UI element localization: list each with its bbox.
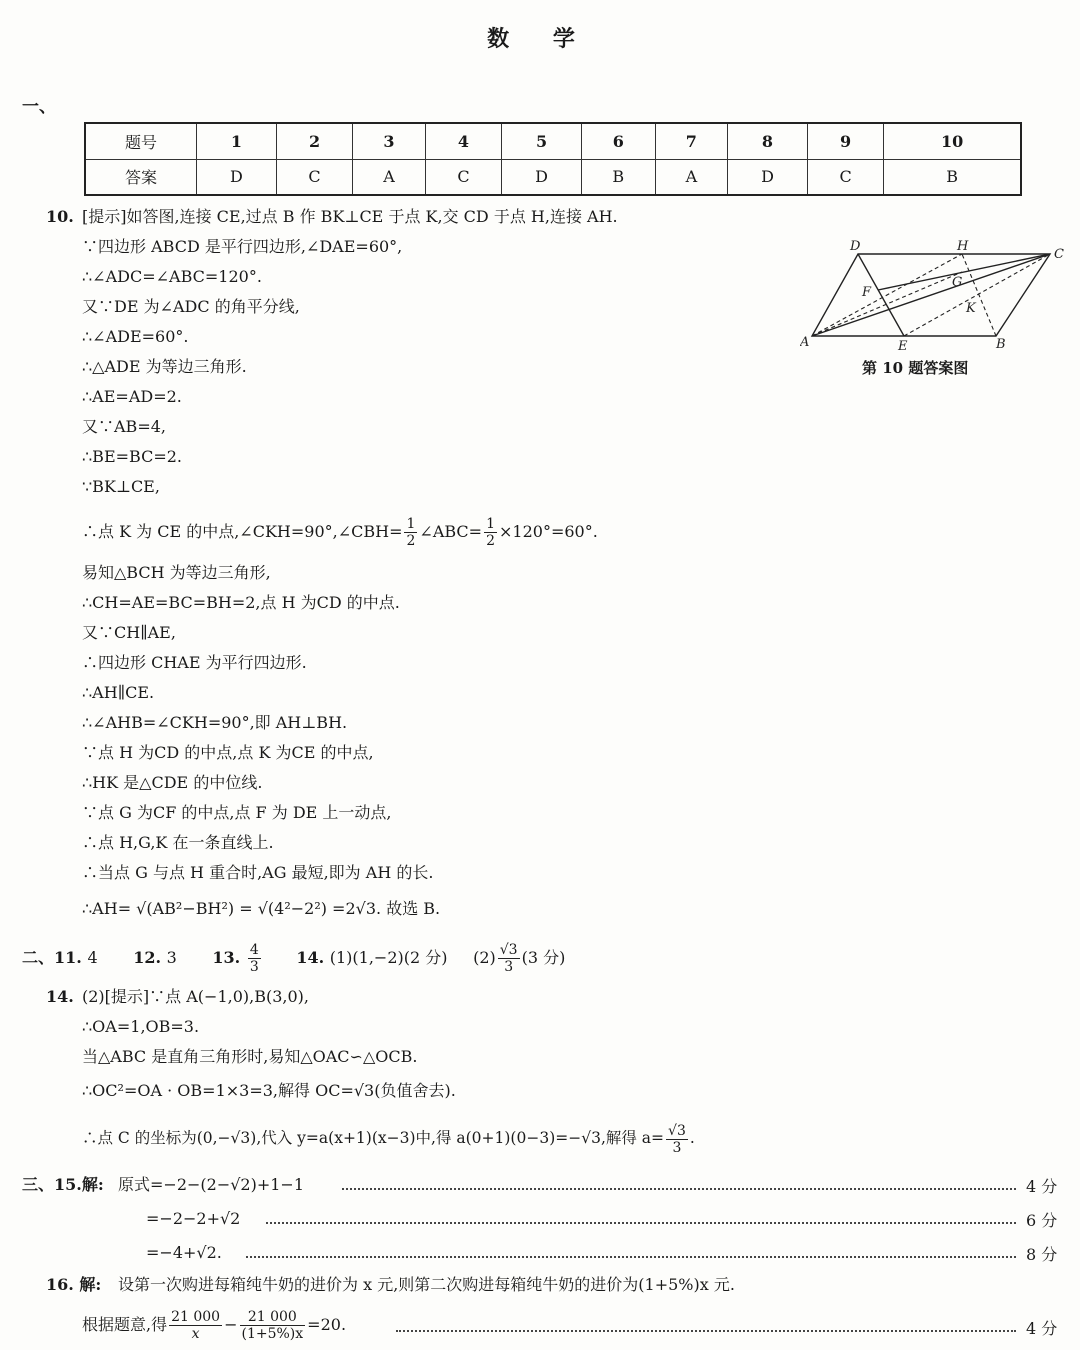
q15-line: =−2−2+√2	[146, 1209, 241, 1228]
dotted-leader	[266, 1222, 1016, 1224]
denominator: 3	[249, 959, 259, 975]
q10-line: ∴AH∥CE.	[82, 683, 155, 702]
q12-number: 12.	[133, 948, 162, 967]
section-3-q15-label	[22, 1174, 104, 1196]
table-cell: C	[276, 159, 352, 195]
table-cell: B	[581, 159, 655, 195]
text-segment: ∴点 K 为 CE 的中点,∠CKH=90°,∠CBH=	[82, 522, 403, 541]
label-a: A	[800, 335, 810, 350]
q13-number: 13.	[212, 948, 241, 967]
fraction	[484, 516, 497, 549]
label-f: F	[862, 285, 872, 300]
q10-fraction-line	[82, 512, 598, 552]
table-cell: 1	[197, 123, 277, 159]
q16-number: 16.	[46, 1275, 74, 1294]
fraction	[666, 1123, 688, 1156]
segment-ac	[812, 254, 1050, 336]
segment-ag-dashed	[812, 272, 962, 336]
answer-table	[84, 122, 1022, 196]
table-cell: 2	[276, 123, 352, 159]
figure-caption: 第 10 题答案图	[862, 359, 969, 377]
answer-row	[85, 159, 1021, 195]
q14-line: ∴OA=1,OB=3.	[82, 1017, 200, 1036]
score-label: 6 分	[1026, 1211, 1058, 1230]
fraction	[169, 1309, 222, 1342]
table-cell: D	[728, 159, 808, 195]
label-c: C	[1054, 247, 1064, 262]
q10-line: ∴∠ADE=60°.	[82, 327, 189, 346]
table-cell: D	[197, 159, 277, 195]
q14-answer-part1: (1)(1,−2)(2 分)	[329, 948, 448, 967]
q10-line: ∵BK⊥CE,	[82, 477, 160, 496]
q10-line: 又∵DE 为∠ADC 的角平分线,	[82, 297, 300, 316]
label-g: G	[952, 275, 963, 290]
q11-answer: 4	[87, 948, 98, 967]
table-cell: 6	[581, 123, 655, 159]
q12-answer: 3	[166, 948, 177, 967]
q10-line: ∴∠ADC=∠ABC=120°.	[82, 267, 262, 286]
q10-line: ∴BE=BC=2.	[82, 447, 182, 466]
segment-ce-dashed	[904, 254, 1050, 336]
numerator: √3	[668, 1122, 686, 1139]
numerator: 21 000	[171, 1309, 221, 1325]
numerator: 1	[486, 516, 495, 532]
q14-last-line	[82, 1118, 695, 1158]
denominator: (1+5%)x	[241, 1326, 304, 1342]
q14-answer-part2: (2)	[473, 948, 496, 967]
fraction	[240, 1309, 306, 1342]
numerator: 21 000	[240, 1309, 306, 1326]
text-segment: =20.	[307, 1315, 347, 1334]
table-cell: A	[655, 159, 727, 195]
q10-line: ∴点 H,G,K 在一条直线上.	[82, 833, 274, 852]
q16-line: 设第一次购进每箱纯牛奶的进价为 x 元,则第二次购进每箱纯牛奶的进价为(1+5%)x 元.	[118, 1275, 735, 1294]
table-cell: A	[353, 159, 425, 195]
table-cell: 3	[353, 123, 425, 159]
table-cell: C	[807, 159, 883, 195]
score-label: 8 分	[1026, 1245, 1058, 1264]
dotted-leader	[396, 1330, 1016, 1332]
q10-line: ∴AH= √(AB²−BH²) = √(4²−2²) =2√3. 故选 B.	[82, 899, 441, 918]
q15-number: 15.	[54, 1175, 82, 1194]
q10-line: 又∵CH∥AE,	[82, 623, 176, 642]
q14-line: (2)[提示]∵点 A(−1,0),B(3,0),	[82, 987, 309, 1006]
q14-number: 14.	[46, 987, 74, 1006]
q10-line: ∵点 H 为CD 的中点,点 K 为CE 的中点,	[82, 743, 374, 762]
section-2-answers	[22, 938, 565, 978]
question-number-row	[85, 123, 1021, 159]
q10-line: [提示]如答图,连接 CE,过点 B 作 BK⊥CE 于点 K,交 CD 于点 H,连接 AH.	[82, 207, 618, 226]
fraction	[404, 516, 417, 549]
numerator: 4	[249, 942, 259, 958]
denominator: 3	[672, 1139, 682, 1156]
text-segment: ∴点 C 的坐标为(0,−√3),代入 y=a(x+1)(x−3)中,得 a(0+1)(0−3)=−√3,解得 a=	[82, 1129, 665, 1147]
q14-line: ∴OC²=OA · OB=1×3=3,解得 OC=√3(负值舍去).	[82, 1081, 456, 1100]
denominator: 3	[504, 959, 514, 975]
q14-line: 当△ABC 是直角三角形时,易知△OAC∽△OCB.	[82, 1047, 418, 1066]
table-cell: 4	[425, 123, 501, 159]
denominator: 2	[406, 533, 416, 549]
table-cell: 8	[728, 123, 808, 159]
q16-label	[46, 1274, 101, 1296]
text-segment: ∠ABC=	[419, 522, 483, 541]
table-cell: 5	[502, 123, 582, 159]
q10-line: ∵四边形 ABCD 是平行四边形,∠DAE=60°,	[82, 237, 403, 256]
page-title: 数 学	[487, 26, 593, 52]
table-cell: 9	[807, 123, 883, 159]
q14-answer-score: (3 分)	[521, 948, 566, 967]
q10-line: ∴当点 G 与点 H 重合时,AG 最短,即为 AH 的长.	[82, 863, 434, 882]
table-cell: B	[884, 159, 1021, 195]
q16-equation	[82, 1304, 346, 1346]
segment-fc	[878, 254, 1050, 290]
q10-line: ∴AE=AD=2.	[82, 387, 182, 406]
q10-line: ∴HK 是△CDE 的中位线.	[82, 773, 263, 792]
text-segment: .	[689, 1129, 695, 1147]
table-cell: C	[425, 159, 501, 195]
table-cell: 10	[884, 123, 1021, 159]
numerator: 1	[406, 516, 416, 532]
q10-line: 易知△BCH 为等边三角形,	[82, 563, 271, 582]
solve-label: 解:	[81, 1175, 104, 1194]
text-segment: −	[224, 1315, 238, 1334]
q10-line: 又∵AB=4,	[82, 417, 166, 436]
parallelogram-figure	[800, 236, 1070, 356]
q10-number: 10.	[46, 207, 74, 226]
q10-line: ∵点 G 为CF 的中点,点 F 为 DE 上一动点,	[82, 803, 392, 822]
dotted-leader	[246, 1256, 1016, 1258]
section-2-label: 二、	[22, 948, 55, 967]
q10-line: ∴∠AHB=∠CKH=90°,即 AH⊥BH.	[82, 713, 348, 732]
section-1-label: 一、	[22, 97, 56, 117]
q15-line: =−4+√2.	[146, 1243, 222, 1262]
q11-number: 11.	[54, 948, 82, 967]
label-d: D	[850, 239, 861, 254]
numerator: √3	[499, 942, 518, 958]
table-cell: 7	[655, 123, 727, 159]
label-h: H	[957, 239, 969, 254]
q10-line: ∴CH=AE=BC=BH=2,点 H 为CD 的中点.	[82, 593, 400, 612]
label-e: E	[898, 339, 908, 354]
score-label: 4 分	[1026, 1319, 1058, 1338]
denominator: 2	[486, 533, 495, 549]
row-header: 题号	[85, 123, 197, 159]
score-label: 4 分	[1026, 1177, 1058, 1196]
denominator: x	[191, 1326, 200, 1342]
solve-label: 解:	[79, 1275, 102, 1294]
text-segment: 根据题意,得	[82, 1315, 168, 1334]
label-b: B	[996, 337, 1006, 352]
section-3-label: 三、	[22, 1175, 55, 1194]
q15-line: 原式=−2−(2−√2)+1−1	[118, 1175, 305, 1194]
q10-line: ∴△ADE 为等边三角形.	[82, 357, 247, 376]
label-k: K	[966, 301, 976, 316]
row-header: 答案	[85, 159, 197, 195]
dotted-leader	[342, 1188, 1016, 1190]
table-cell: D	[502, 159, 582, 195]
q14-number: 14.	[296, 948, 325, 967]
text-segment: ×120°=60°.	[499, 522, 598, 541]
q13-answer-fraction	[248, 942, 261, 975]
q14-answer-fraction	[498, 942, 520, 975]
q10-line: ∴四边形 CHAE 为平行四边形.	[82, 653, 307, 672]
